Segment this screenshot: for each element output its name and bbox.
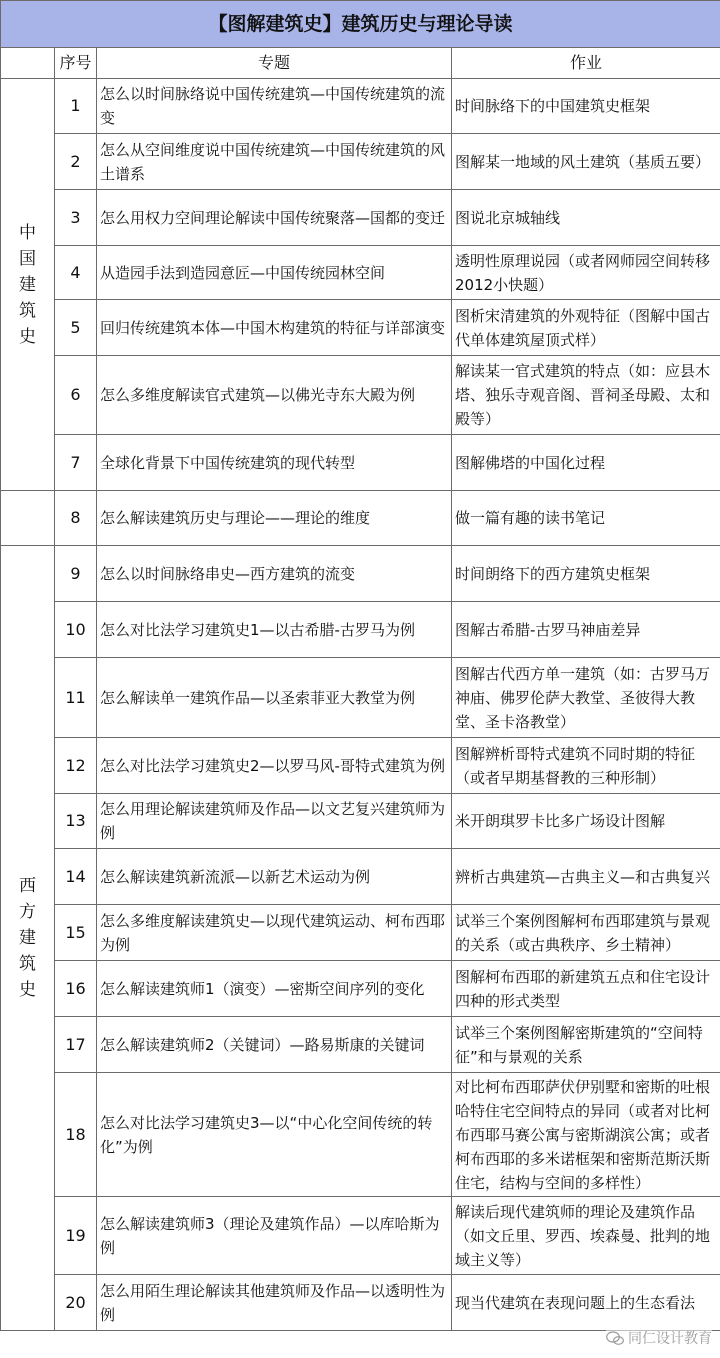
row-homework: 图解柯布西耶的新建筑五点和住宅设计四种的形式类型 (452, 961, 720, 1017)
row-topic: 怎么从空间维度说中国传统建筑—中国传统建筑的风土谱系 (97, 134, 452, 190)
chat-bubble-icon (606, 1331, 624, 1346)
row-homework: 图解辨析哥特式建筑不同时期的特征（或者早期基督教的三种形制） (452, 738, 720, 794)
group-char: 中 (19, 222, 36, 243)
row-topic: 怎么多维度解读官式建筑—以佛光寺东大殿为例 (97, 356, 452, 435)
row-number: 2 (55, 134, 97, 190)
row-number: 18 (55, 1073, 97, 1197)
row-homework: 图解古代西方单一建筑（如：古罗马万神庙、佛罗伦萨大教堂、圣彼得大教堂、圣卡洛教堂） (452, 658, 720, 738)
row-homework: 解读某一官式建筑的特点（如：应县木塔、独乐寺观音阁、晋祠圣母殿、太和殿等） (452, 356, 720, 435)
table-title: 【图解建筑史】建筑历史与理论导读 (1, 1, 720, 48)
row-number: 1 (55, 79, 97, 134)
row-topic: 从造园手法到造园意匠—中国传统园林空间 (97, 246, 452, 300)
row-number: 6 (55, 356, 97, 435)
row-topic: 怎么解读建筑师1（演变）—密斯空间序列的变化 (97, 961, 452, 1017)
row-number: 5 (55, 300, 97, 356)
header-row (1, 48, 720, 79)
row-homework: 试举三个案例图解柯布西耶建筑与景观的关系（或古典秩序、乡土精神） (452, 905, 720, 961)
row-homework: 图解某一地域的风土建筑（基质五要） (452, 134, 720, 190)
row-homework: 做一篇有趣的读书笔记 (452, 491, 720, 546)
table-row (1, 1017, 720, 1073)
row-homework: 米开朗琪罗卡比多广场设计图解 (452, 794, 720, 849)
row-topic: 怎么用权力空间理论解读中国传统聚落—国都的变迁 (97, 190, 452, 246)
row-topic: 回归传统建筑本体—中国木构建筑的特征与详部演变 (97, 300, 452, 356)
row-number: 16 (55, 961, 97, 1017)
table-row (1, 1073, 720, 1197)
group-char: 西 (19, 876, 36, 896)
table-row (1, 546, 720, 602)
table-row (1, 79, 720, 134)
row-homework: 现当代建筑在表现问题上的生态看法 (452, 1275, 720, 1331)
table-row (1, 658, 720, 738)
row-number: 15 (55, 905, 97, 961)
table-row (1, 1275, 720, 1331)
row-number: 3 (55, 190, 97, 246)
row-homework: 图析宋清建筑的外观特征（图解中国古代单体建筑屋顶式样） (452, 300, 720, 356)
header-num: 序号 (55, 48, 97, 79)
row-topic: 全球化背景下中国传统建筑的现代转型 (97, 435, 452, 491)
row-number: 11 (55, 658, 97, 738)
table-row (1, 961, 720, 1017)
row-homework: 对比柯布西耶萨伏伊别墅和密斯的吐根哈特住宅空间特点的异同（或者对比柯布西耶马赛公寓与密斯湖滨公寓；或者柯布西耶的多米诺框架和密斯范斯沃斯住宅，结构与空间的多样性） (452, 1073, 720, 1197)
row-homework: 试举三个案例图解密斯建筑的“空间特征”和与景观的关系 (452, 1017, 720, 1073)
table-row (1, 190, 720, 246)
watermark (606, 1328, 712, 1348)
group-char: 史 (19, 980, 36, 1000)
row-topic: 怎么用理论解读建筑师及作品—以文艺复兴建筑师为例 (97, 794, 452, 849)
row-topic: 怎么解读建筑师2（关键词）—路易斯康的关键词 (97, 1017, 452, 1073)
row-homework: 图说北京城轴线 (452, 190, 720, 246)
row-topic: 怎么以时间脉络串史—西方建筑的流变 (97, 546, 452, 602)
group-char: 建 (19, 928, 36, 948)
table-row (1, 300, 720, 356)
group-char: 史 (19, 326, 36, 347)
header-topic: 专题 (97, 48, 452, 79)
row-homework: 解读后现代建筑师的理论及建筑作品（如文丘里、罗西、埃森曼、批判的地域主义等） (452, 1197, 720, 1275)
row-number: 19 (55, 1197, 97, 1275)
table-row (1, 1197, 720, 1275)
group-blank (1, 491, 55, 546)
table-row (1, 134, 720, 190)
table-row (1, 246, 720, 300)
row-topic: 怎么用陌生理论解读其他建筑师及作品—以透明性为例 (97, 1275, 452, 1331)
row-homework: 图解古希腊-古罗马神庙差异 (452, 602, 720, 658)
row-number: 10 (55, 602, 97, 658)
row-topic: 怎么多维度解读建筑史—以现代建筑运动、柯布西耶为例 (97, 905, 452, 961)
group-char: 筑 (19, 954, 36, 974)
row-homework: 图解佛塔的中国化过程 (452, 435, 720, 491)
group-char: 建 (19, 274, 36, 295)
row-topic: 怎么对比法学习建筑史1—以古希腊-古罗马为例 (97, 602, 452, 658)
table-row (1, 849, 720, 905)
row-number: 17 (55, 1017, 97, 1073)
watermark-text: 同仁设计教育 (628, 1331, 712, 1347)
group-chinese-architecture (1, 79, 55, 491)
row-number: 7 (55, 435, 97, 491)
row-number: 4 (55, 246, 97, 300)
row-number: 13 (55, 794, 97, 849)
table-row (1, 794, 720, 849)
table-row (1, 738, 720, 794)
title-row (1, 1, 720, 48)
row-topic: 怎么以时间脉络说中国传统建筑—中国传统建筑的流变 (97, 79, 452, 134)
table-row (1, 435, 720, 491)
row-number: 8 (55, 491, 97, 546)
table-row (1, 491, 720, 546)
row-topic: 怎么对比法学习建筑史3—以“中心化空间传统的转化”为例 (97, 1073, 452, 1197)
row-topic: 怎么解读建筑师3（理论及建筑作品）—以库哈斯为例 (97, 1197, 452, 1275)
header-homework: 作业 (452, 48, 720, 79)
row-topic: 怎么解读建筑历史与理论——理论的维度 (97, 491, 452, 546)
row-homework: 时间脉络下的中国建筑史框架 (452, 79, 720, 134)
group-char: 筑 (19, 300, 36, 321)
row-number: 9 (55, 546, 97, 602)
group-char: 方 (19, 902, 36, 922)
group-char: 国 (19, 248, 36, 269)
table-row (1, 905, 720, 961)
row-number: 20 (55, 1275, 97, 1331)
row-homework: 辨析古典建筑—古典主义—和古典复兴 (452, 849, 720, 905)
row-topic: 怎么对比法学习建筑史2—以罗马风-哥特式建筑为例 (97, 738, 452, 794)
row-topic: 怎么解读建筑新流派—以新艺术运动为例 (97, 849, 452, 905)
row-topic: 怎么解读单一建筑作品—以圣索菲亚大教堂为例 (97, 658, 452, 738)
table-row (1, 602, 720, 658)
row-number: 14 (55, 849, 97, 905)
group-western-architecture (1, 546, 55, 1331)
row-homework: 时间朗络下的西方建筑史框架 (452, 546, 720, 602)
header-group-blank (1, 48, 55, 79)
table-row (1, 356, 720, 435)
row-homework: 透明性原理说园（或者网师园空间转移2012小快题） (452, 246, 720, 300)
row-number: 12 (55, 738, 97, 794)
